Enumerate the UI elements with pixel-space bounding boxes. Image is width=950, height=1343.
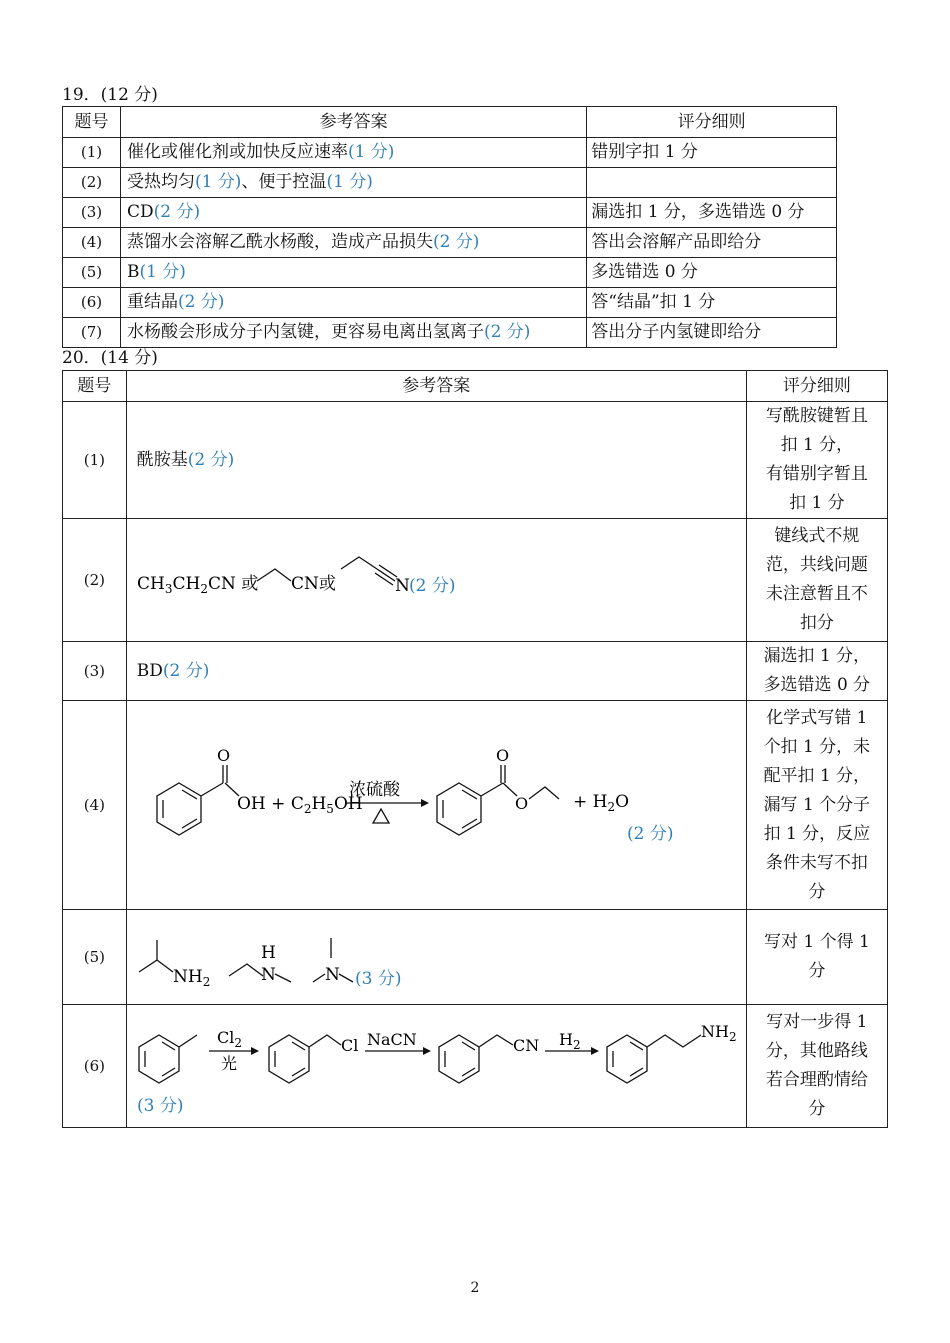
criteria-line: 写对 1 个得 1 <box>763 932 870 952</box>
row-criteria <box>746 1005 887 1128</box>
row-answer <box>120 288 586 318</box>
criteria-line: 分 <box>808 881 826 902</box>
oxygen-label: O <box>514 794 528 813</box>
score-text: (3 分) <box>354 969 402 989</box>
row-num: (3) <box>63 198 121 228</box>
table-row <box>63 198 837 228</box>
row-criteria <box>746 701 887 910</box>
criteria-line: 漏选扣 1 分， <box>763 646 871 666</box>
row-criteria: 答出分子内氢键即给分 <box>587 318 837 348</box>
oxygen-label: O <box>495 746 509 765</box>
criteria-line: 个扣 1 分，未 <box>763 736 871 757</box>
table-row <box>63 701 888 910</box>
row-num: (7) <box>63 318 121 348</box>
criteria-line: 键线式不规 <box>774 526 860 546</box>
row-criteria: 漏选扣 1 分，多选错选 0 分 <box>587 198 837 228</box>
row-answer <box>120 138 586 168</box>
score-text: (3 分) <box>136 1096 184 1116</box>
header-answer: 参考答案 <box>126 371 746 402</box>
answer-text: 受热均匀 <box>126 172 195 192</box>
criteria-line: 写酰胺键暂且 <box>765 406 868 426</box>
h-label: H <box>260 943 276 963</box>
bond-line <box>257 569 291 581</box>
criteria-line: 化学式写错 1 <box>766 707 868 728</box>
page-number: 2 <box>470 1280 480 1296</box>
table-header <box>63 107 837 138</box>
criteria-line: 条件未写不扣 <box>765 852 868 873</box>
header-criteria: 评分细则 <box>746 371 887 402</box>
row-answer <box>120 258 586 288</box>
triple-bond <box>375 573 393 585</box>
score-text: (2 分) <box>408 576 456 596</box>
criteria-line: 若合理酌情给 <box>765 1070 868 1090</box>
row-num: (1) <box>63 402 127 519</box>
criteria-line: 配平扣 1 分， <box>763 765 871 786</box>
criteria-line: 多选错选 0 分 <box>763 675 871 695</box>
q19-title: 19．(12 分) <box>62 85 158 105</box>
n-label: N <box>324 965 340 985</box>
table-row <box>63 1005 888 1128</box>
header-answer: 参考答案 <box>120 107 586 138</box>
criteria-line: 分，其他路线 <box>765 1041 868 1061</box>
header-criteria: 评分细则 <box>587 107 837 138</box>
answer-text: CD <box>126 202 154 222</box>
row-criteria: 答出会溶解产品即给分 <box>587 228 837 258</box>
criteria-line: 扣分 <box>799 613 834 633</box>
table-row <box>63 228 837 258</box>
product-water: + $H_2O$ <box>572 792 629 814</box>
score-text: (2 分) <box>153 202 201 222</box>
row-answer <box>126 402 746 519</box>
row-answer <box>126 642 746 701</box>
table-row <box>63 402 888 519</box>
table-row <box>63 318 837 348</box>
row-num: (4) <box>63 701 127 910</box>
row-criteria <box>587 168 837 198</box>
row-num: (6) <box>63 1005 127 1128</box>
table-row <box>63 642 888 701</box>
answer-structures <box>127 519 745 631</box>
row-answer <box>126 910 746 1005</box>
synthesis-route <box>127 1005 745 1117</box>
oxygen-label: O <box>216 746 230 765</box>
triple-bond <box>377 569 395 581</box>
criteria-line: 写对一步得 1 <box>766 1012 868 1032</box>
table-row <box>63 288 837 318</box>
cl-label: Cl <box>340 1036 359 1055</box>
row-answer <box>120 318 586 348</box>
q20-title: 20．(14 分) <box>62 348 158 368</box>
row-answer <box>120 168 586 198</box>
cl2-label: $Cl_2$ <box>216 1028 242 1050</box>
criteria-line: 未注意暂且不 <box>765 584 868 604</box>
score-text: (2 分) <box>432 232 480 252</box>
row-criteria <box>746 642 887 701</box>
score-text: (2 分) <box>626 824 674 844</box>
esterification-reaction <box>127 701 745 899</box>
bond-line <box>341 557 377 569</box>
criteria-line: 分 <box>808 961 826 981</box>
reagent-label: 浓硫酸 <box>348 780 400 800</box>
table-header <box>63 371 888 402</box>
score-text: (2 分) <box>187 449 235 470</box>
q19-table <box>62 106 837 348</box>
table-row <box>63 138 837 168</box>
h2-label: $H_2$ <box>558 1030 581 1052</box>
score-text: (2 分) <box>162 660 210 681</box>
light-label: 光 <box>220 1054 237 1073</box>
n-label: N <box>394 576 410 596</box>
nacn-label: NaCN <box>366 1030 417 1049</box>
answer-text: B <box>126 262 140 282</box>
score-text: (1 分) <box>326 172 373 192</box>
heat-symbol <box>373 809 389 823</box>
q20-table <box>62 370 888 1128</box>
row-answer <box>126 1005 746 1128</box>
criteria-line: 扣 1 分， <box>780 435 854 455</box>
answer-text: 水杨酸会形成分子内氢键，更容易电离出氢离子 <box>126 322 484 342</box>
row-criteria <box>746 402 887 519</box>
answer-text: BD <box>136 660 163 681</box>
score-text: (1 分) <box>194 172 242 192</box>
criteria-line: 漏写 1 个分子 <box>763 794 871 815</box>
nh2-label: $NH_2$ <box>700 1022 737 1044</box>
reactant-text: OH + $C_2H_5OH$ <box>236 794 363 816</box>
answer-text: 酰胺基 <box>136 449 188 470</box>
table-row <box>63 258 837 288</box>
row-num: (1) <box>63 138 121 168</box>
answer-text: 重结晶 <box>126 292 178 312</box>
score-text: (2 分) <box>483 322 531 342</box>
answer-text: 催化或催化剂或加快反应速率 <box>126 142 348 162</box>
cn-label: CN <box>512 1036 540 1055</box>
score-text: (1 分) <box>347 142 395 162</box>
criteria-line: 扣 1 分，反应 <box>763 823 871 844</box>
row-num: (4) <box>63 228 121 258</box>
row-answer <box>120 198 586 228</box>
row-criteria: 错别字扣 1 分 <box>587 138 837 168</box>
answer-text: 蒸馏水会溶解乙酰水杨酸，造成产品损失 <box>126 232 433 252</box>
table-row <box>63 168 837 198</box>
table-row <box>63 910 888 1005</box>
n-label: N <box>260 965 276 985</box>
score-text: (1 分) <box>139 262 186 282</box>
row-num: (2) <box>63 168 121 198</box>
row-answer <box>120 228 586 258</box>
row-answer <box>126 519 746 642</box>
criteria-line: 扣 1 分 <box>789 493 845 513</box>
row-num: (3) <box>63 642 127 701</box>
cn-label: CN或 <box>290 574 336 594</box>
score-text: (2 分) <box>177 292 225 312</box>
row-num: (5) <box>63 910 127 1005</box>
amine-structures <box>127 910 745 994</box>
table-row <box>63 519 888 642</box>
criteria-line: 范，共线问题 <box>765 555 868 575</box>
header-num: 题号 <box>63 107 121 138</box>
answer-text: 、便于控温 <box>241 172 327 192</box>
header-num: 题号 <box>63 371 127 402</box>
criteria-line: 分 <box>808 1099 826 1119</box>
criteria-line: 有错别字暂且 <box>765 464 868 484</box>
row-num: (2) <box>63 519 127 642</box>
row-criteria: 多选错选 0 分 <box>587 258 837 288</box>
row-num: (6) <box>63 288 121 318</box>
row-criteria: 答“结晶”扣 1 分 <box>587 288 837 318</box>
nh2-label: $NH_2$ <box>172 967 211 989</box>
row-criteria <box>746 910 887 1005</box>
row-answer <box>126 701 746 910</box>
row-num: (5) <box>63 258 121 288</box>
row-criteria <box>746 519 887 642</box>
svg-text:CH3CH2CN 或: $CH_3CH_2CN$ 或 <box>136 574 259 596</box>
